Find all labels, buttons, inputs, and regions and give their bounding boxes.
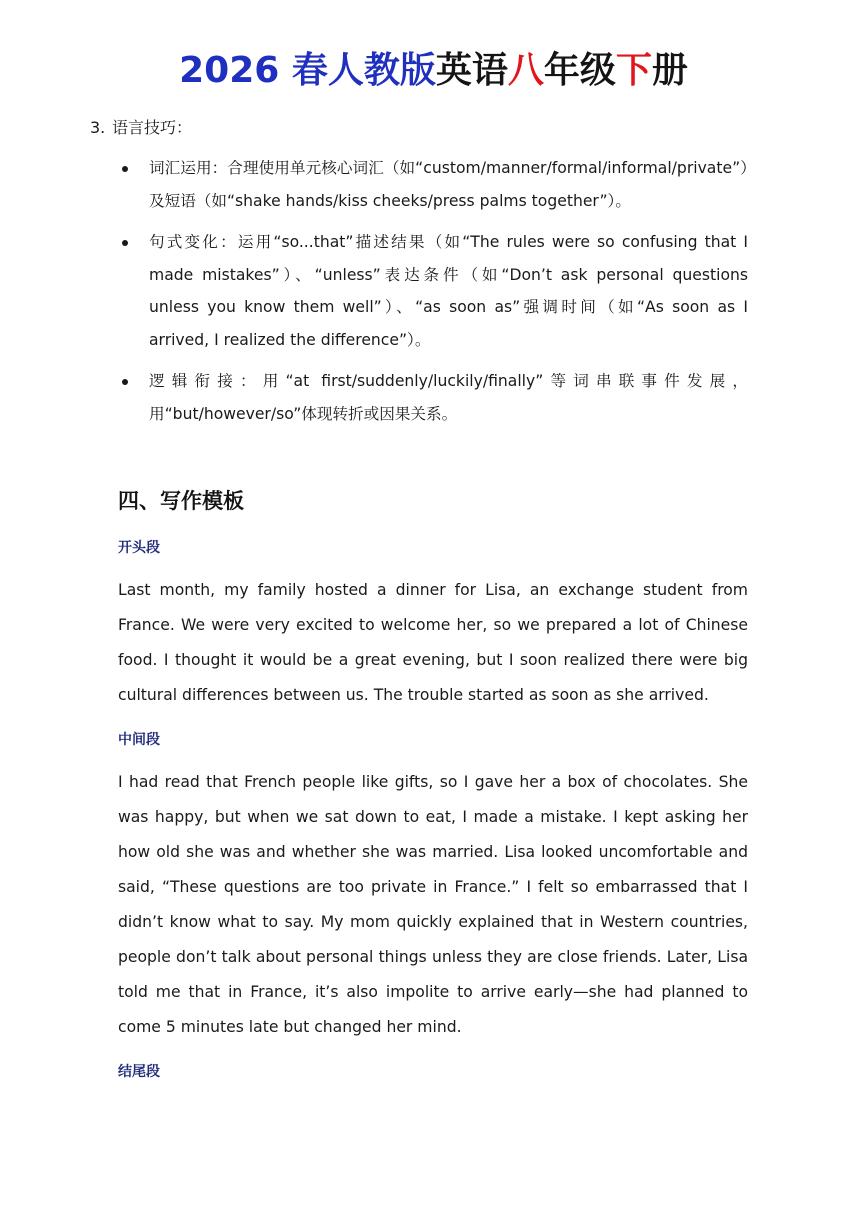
heading-number: 3.: [90, 118, 106, 137]
language-skills-heading: [90, 116, 192, 140]
title-part-volume: 下: [615, 50, 652, 91]
bullet-icon: [122, 379, 128, 385]
bullet-text: 词汇运用：合理使用单元核心词汇（如“custom/manner/formal/informal/private”）及短语（如“shake hands/kiss cheeks/press palms together”）。: [149, 159, 748, 210]
list-item: [118, 365, 748, 430]
title-part-subject: 英语: [435, 50, 508, 91]
title-part-grade-number: 八: [507, 50, 544, 91]
title-part-grade-edition: 2026 春人教版: [179, 50, 436, 91]
title-part-book: 册: [651, 50, 688, 91]
heading-text: 语言技巧：: [112, 118, 193, 137]
opening-paragraph: Last month, my family hosted a dinner for Lisa, an exchange student from France. We were very excited to welcome her, so we prepared a lot of Chinese food. I thought it would be a great evening, but I soon realized there were big cultural differences between us. The trouble started as soon as she arrived.: [118, 581, 748, 704]
ending-paragraph-label: 结尾段: [118, 1064, 160, 1080]
language-skills-list: [118, 152, 748, 439]
writing-template-title: 四、写作模板: [118, 489, 244, 513]
bullet-text: 逻辑衔接：用“at first/suddenly/luckily/finally”等词串联事件发展，用“but/however/so”体现转折或因果关系。: [149, 372, 748, 423]
bullet-text: 句式变化：运用“so...that”描述结果（如“The rules were so confusing that I made mistakes”）、“unless”表达条件（如“Don’t ask personal questions unless you know them well”）、“as soon as”强调时间（如“As soon as I arrived, I realized the difference”）。: [149, 233, 748, 349]
list-item: [118, 152, 748, 217]
middle-paragraph-label: 中间段: [118, 732, 160, 748]
list-item: [118, 226, 748, 356]
bullet-icon: [122, 166, 128, 172]
page-title: [0, 46, 867, 96]
title-part-grade: 年级: [543, 50, 616, 91]
opening-paragraph-label: 开头段: [118, 540, 160, 556]
bullet-icon: [122, 240, 128, 246]
middle-paragraph: I had read that French people like gifts, so I gave her a box of chocolates. She was happy, but when we sat down to eat, I made a mistake. I kept asking her how old she was and whether she was married. Lisa looked uncomfortable and said, “These questions are too private in France.” I felt so embarrassed that I didn’t know what to say. My mom quickly explained that in Western countries, people don’t talk about personal things unless they are close friends. Later, Lisa told me that in France, it’s also impolite to arrive early—she had planned to come 5 minutes late but changed her mind.: [118, 773, 748, 1036]
